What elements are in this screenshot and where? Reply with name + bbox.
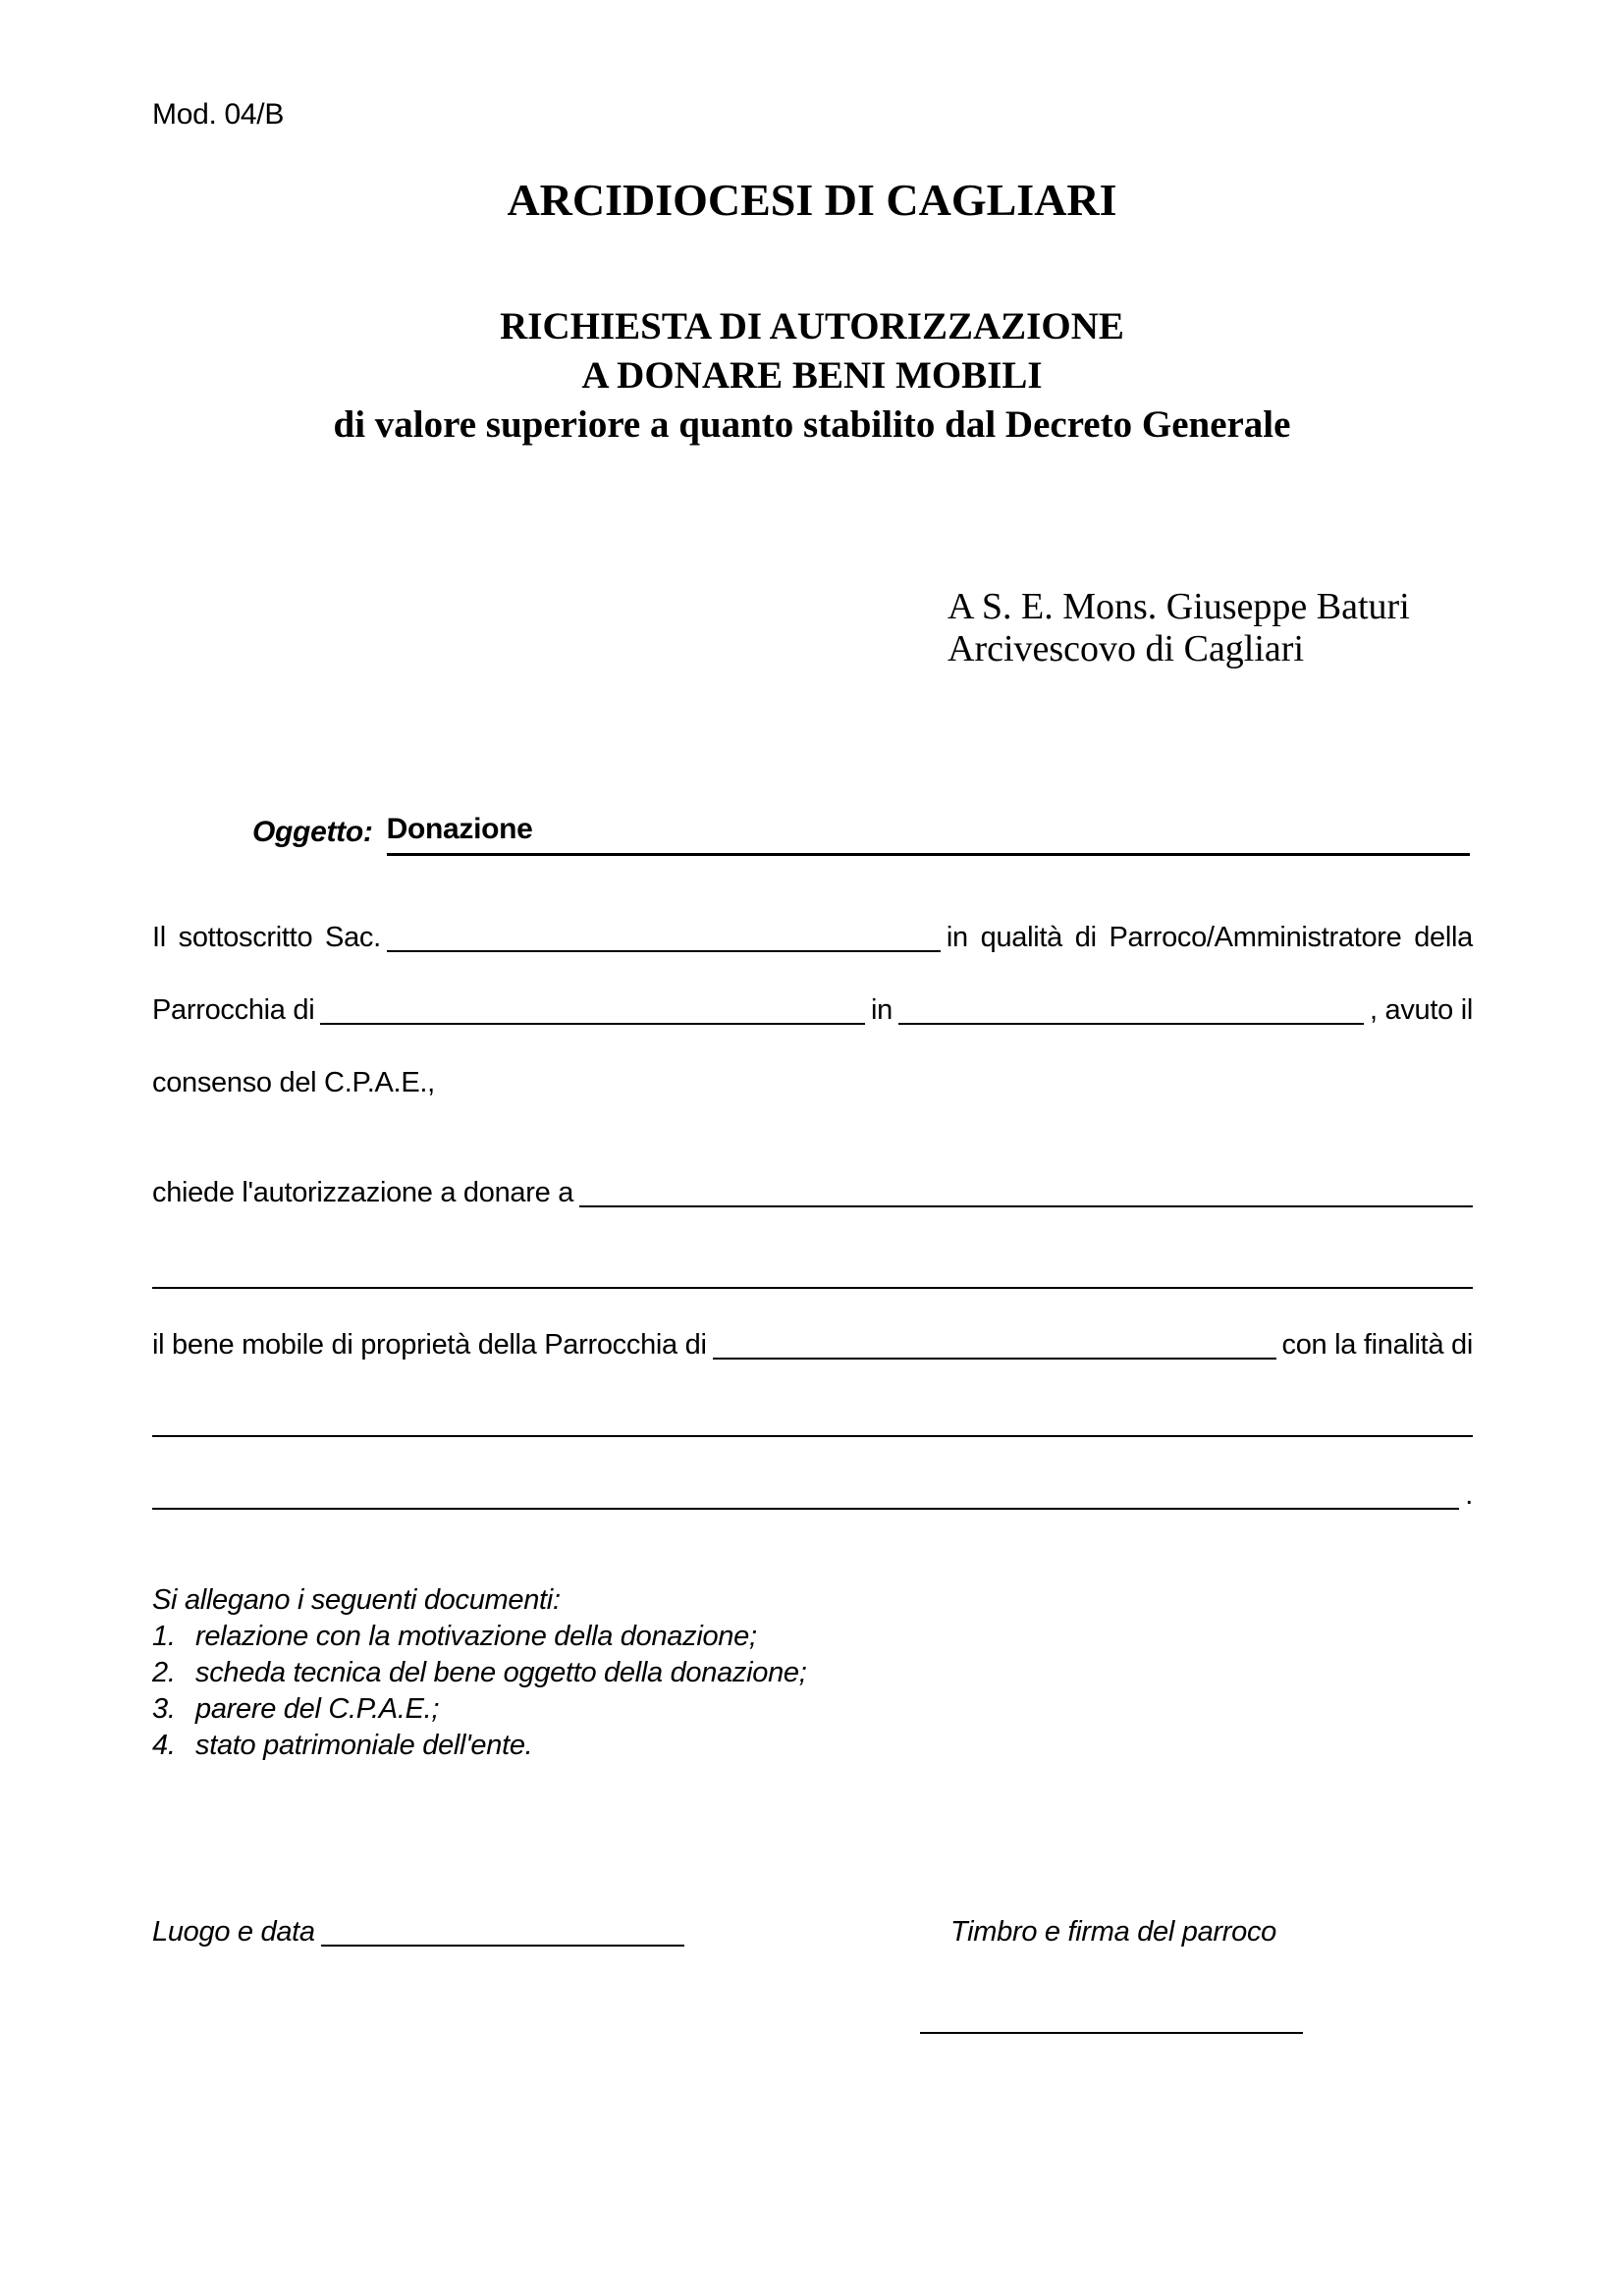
place-date-label: Luogo e data	[152, 1916, 315, 1948]
attachment-item-number: 4.	[152, 1730, 176, 1761]
attachment-item-text: parere del C.P.A.E.;	[195, 1693, 440, 1725]
body-line-2	[152, 986, 1473, 1025]
attachment-item-text: relazione con la motivazione della donazione;	[195, 1621, 757, 1652]
stamp-signature-label: Timbro e firma del parroco	[949, 1916, 1276, 1948]
body-line-4	[152, 1168, 1473, 1207]
addressee-line-2: Arcivescovo di Cagliari	[947, 628, 1305, 669]
attachments-list	[152, 1582, 1473, 1764]
sac-name-field[interactable]	[387, 950, 941, 952]
parish-name-field[interactable]	[320, 1023, 865, 1025]
body-line-7	[152, 1398, 1473, 1437]
subject-label: Oggetto:	[252, 816, 373, 848]
body-line-5	[152, 1250, 1473, 1289]
parish-place-field[interactable]	[898, 1023, 1364, 1025]
subject-row	[252, 815, 1470, 856]
body-line-2-mid: in	[870, 994, 893, 1026]
body-line-4-pre: chiede l'autorizzazione a donare a	[152, 1177, 574, 1208]
footer-row	[152, 1907, 1473, 1947]
donee-field[interactable]	[579, 1205, 1473, 1207]
body-line-6-post: con la finalità di	[1281, 1329, 1473, 1361]
subject-value: Donazione	[386, 813, 533, 845]
body-line-2-post: , avuto il	[1370, 994, 1473, 1026]
attachment-item-number: 3.	[152, 1693, 176, 1725]
body-line-6-pre: il bene mobile di proprietà della Parrocchia di	[152, 1329, 707, 1361]
subtitle-line-1: RICHIESTA DI AUTORIZZAZIONE	[500, 305, 1124, 347]
form-code: Mod. 04/B	[152, 98, 285, 131]
body-line-1-post: in qualità di Parroco/Amministratore della	[946, 922, 1473, 953]
donee-continued-field[interactable]	[152, 1287, 1473, 1289]
body-line-3	[152, 1058, 1473, 1097]
attachment-item	[152, 1728, 1473, 1764]
purpose-field-2[interactable]	[152, 1508, 1459, 1510]
subtitle-line-3: di valore superiore a quanto stabilito dal Decreto Generale	[333, 403, 1291, 446]
purpose-field-1[interactable]	[152, 1435, 1473, 1437]
document-subtitle	[0, 302, 1624, 450]
attachment-item-number: 1.	[152, 1621, 176, 1652]
attachment-item-text: scheda tecnica del bene oggetto della donazione;	[195, 1657, 807, 1688]
sentence-end-period: .	[1465, 1479, 1473, 1511]
place-date-field[interactable]	[321, 1945, 684, 1947]
body-line-2-pre: Parrocchia di	[152, 994, 315, 1026]
subtitle-line-2: A DONARE BENI MOBILI	[581, 354, 1043, 397]
owner-parish-field[interactable]	[713, 1358, 1276, 1360]
addressee-line-1: A S. E. Mons. Giuseppe Baturi	[947, 586, 1410, 627]
attachment-item	[152, 1691, 1473, 1728]
body-line-8	[152, 1470, 1473, 1510]
body-line-3-text: consenso del C.P.A.E.,	[152, 1067, 435, 1098]
attachment-item	[152, 1655, 1473, 1691]
body-line-1-pre: Il sottoscritto Sac.	[152, 922, 381, 953]
attachment-item-text: stato patrimoniale dell'ente.	[195, 1730, 533, 1761]
signature-field[interactable]	[920, 2032, 1303, 2034]
page-title: ARCIDIOCESI DI CAGLIARI	[507, 175, 1117, 225]
addressee-block	[947, 586, 1410, 670]
body-line-6	[152, 1320, 1473, 1360]
attachment-item-number: 2.	[152, 1657, 176, 1688]
attachments-intro: Si allegano i seguenti documenti:	[152, 1584, 561, 1616]
attachment-item	[152, 1619, 1473, 1655]
subject-underline	[387, 815, 1470, 856]
body-line-1	[152, 913, 1473, 952]
